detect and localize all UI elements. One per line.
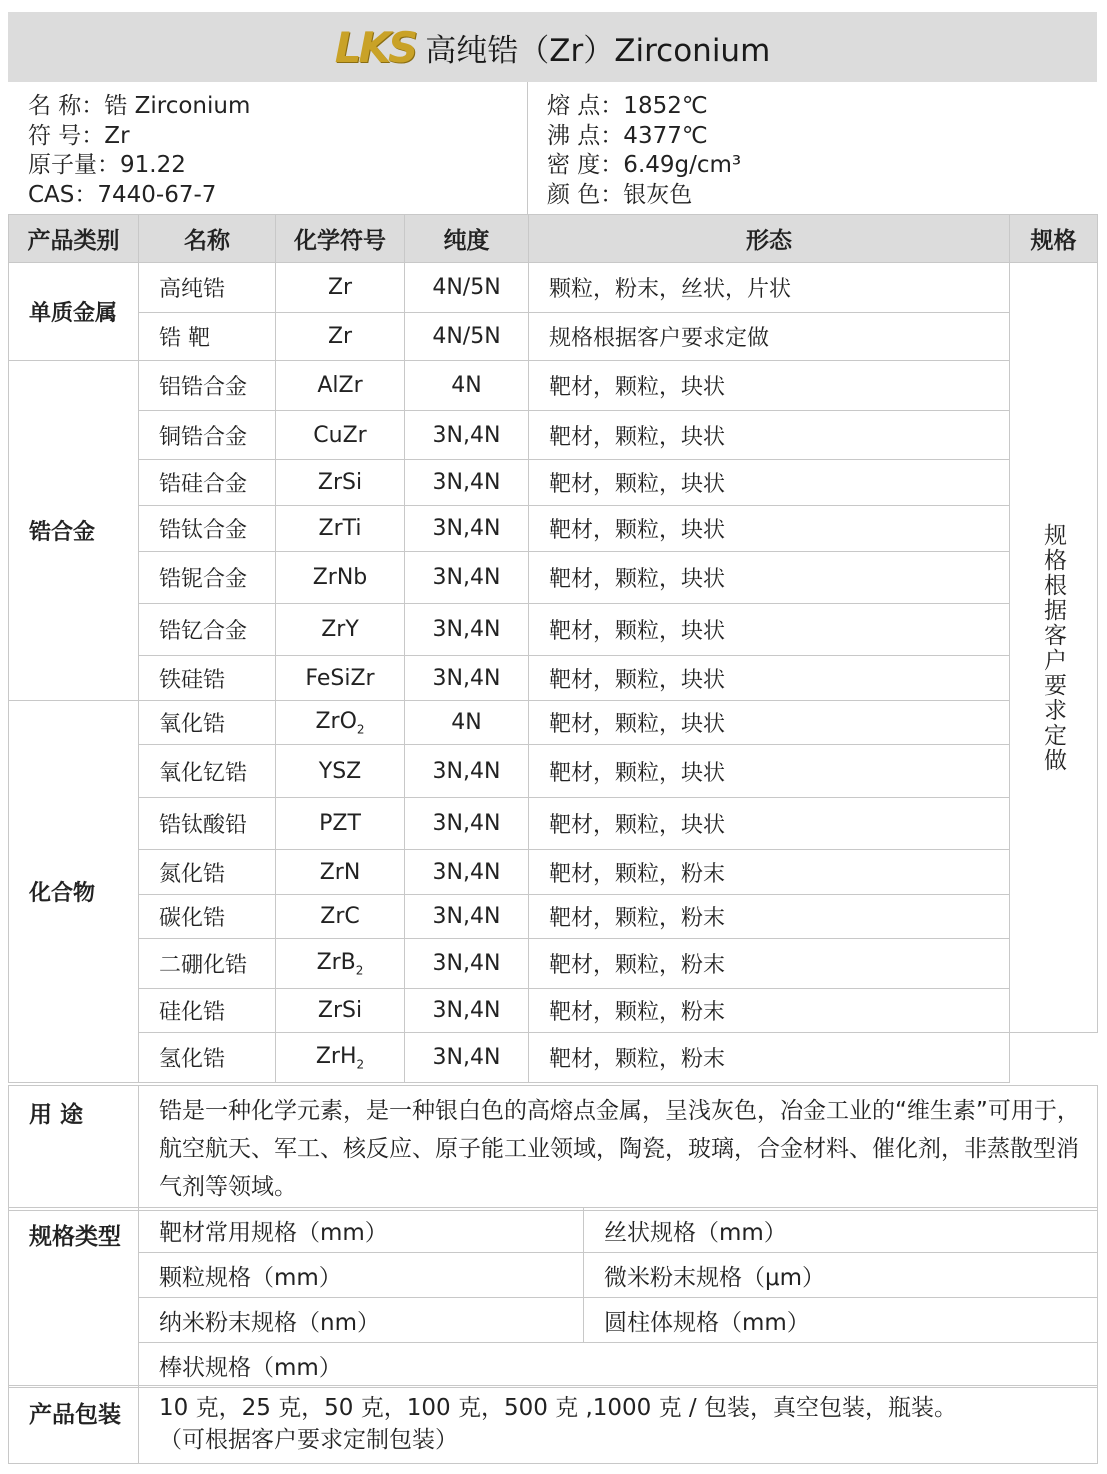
header-spec: 规格 bbox=[1010, 215, 1098, 263]
category-cell: 单质金属 bbox=[9, 263, 139, 361]
table-row bbox=[9, 460, 1098, 506]
product-purity: 3N,4N bbox=[405, 939, 529, 989]
table-row bbox=[9, 604, 1098, 656]
product-symbol: CuZr bbox=[276, 411, 405, 460]
product-form: 靶材，颗粒，块状 bbox=[529, 506, 1010, 552]
product-symbol: ZrY bbox=[276, 604, 405, 656]
product-name: 碳化锆 bbox=[139, 895, 276, 939]
table-row bbox=[9, 798, 1098, 850]
info-symbol: 符 号：Zr bbox=[28, 122, 130, 149]
spec-type-item: 圆柱体规格（mm） bbox=[584, 1298, 1098, 1343]
symbol-text: ZrH bbox=[315, 1043, 357, 1069]
product-symbol bbox=[276, 939, 405, 989]
product-form: 靶材，颗粒，块状 bbox=[529, 745, 1010, 798]
product-purity: 3N,4N bbox=[405, 895, 529, 939]
title-bar bbox=[8, 12, 1097, 82]
product-symbol: ZrSi bbox=[276, 989, 405, 1033]
product-form: 靶材，颗粒，块状 bbox=[529, 656, 1010, 701]
table-row bbox=[9, 745, 1098, 798]
product-name: 锆钛酸铅 bbox=[139, 798, 276, 850]
symbol-text: ZrB bbox=[316, 949, 356, 975]
category-cell: 化合物 bbox=[9, 701, 139, 1083]
product-name: 氧化锆 bbox=[139, 701, 276, 745]
product-form: 靶材，颗粒，块状 bbox=[529, 460, 1010, 506]
table-row bbox=[9, 939, 1098, 989]
info-atomic-weight: 原子量：91.22 bbox=[28, 152, 186, 178]
product-symbol: Zr bbox=[276, 263, 405, 313]
product-symbol: ZrNb bbox=[276, 552, 405, 604]
symbol-subscript: 2 bbox=[356, 722, 365, 737]
page-title: 高纯锆（Zr）Zirconium bbox=[425, 32, 771, 69]
product-purity: 3N,4N bbox=[405, 1033, 529, 1083]
table-row bbox=[9, 263, 1098, 313]
product-symbol: ZrN bbox=[276, 850, 405, 895]
table-row bbox=[9, 895, 1098, 939]
product-name: 氧化钇锆 bbox=[139, 745, 276, 798]
info-density: 密 度：6.49g/cm³ bbox=[547, 152, 742, 178]
product-purity: 3N,4N bbox=[405, 411, 529, 460]
product-symbol: Zr bbox=[276, 313, 405, 361]
product-purity: 3N,4N bbox=[405, 745, 529, 798]
product-name: 铁硅锆 bbox=[139, 656, 276, 701]
spec-type-item: 颗粒规格（mm） bbox=[139, 1253, 584, 1298]
table-row bbox=[9, 411, 1098, 460]
table-header-row bbox=[9, 215, 1098, 263]
product-form: 靶材，颗粒，块状 bbox=[529, 798, 1010, 850]
product-name: 氮化锆 bbox=[139, 850, 276, 895]
product-name: 硅化锆 bbox=[139, 989, 276, 1033]
product-symbol: PZT bbox=[276, 798, 405, 850]
packaging-label: 产品包装 bbox=[9, 1386, 139, 1464]
product-symbol: FeSiZr bbox=[276, 656, 405, 701]
symbol-subscript: 2 bbox=[356, 1057, 365, 1072]
table-row bbox=[9, 552, 1098, 604]
product-form: 靶材，颗粒，粉末 bbox=[529, 850, 1010, 895]
spec-types-section bbox=[8, 1207, 1098, 1388]
product-purity: 3N,4N bbox=[405, 460, 529, 506]
table-row bbox=[9, 1033, 1098, 1083]
product-symbol: ZrSi bbox=[276, 460, 405, 506]
product-purity: 3N,4N bbox=[405, 850, 529, 895]
product-purity: 4N bbox=[405, 701, 529, 745]
product-symbol bbox=[276, 701, 405, 745]
product-name: 锆铌合金 bbox=[139, 552, 276, 604]
product-form: 靶材，颗粒，块状 bbox=[529, 361, 1010, 411]
product-purity: 3N,4N bbox=[405, 552, 529, 604]
packaging-section bbox=[8, 1385, 1098, 1464]
product-symbol: ZrC bbox=[276, 895, 405, 939]
product-name: 氢化锆 bbox=[139, 1033, 276, 1083]
header-form: 形态 bbox=[529, 215, 1010, 263]
info-name: 名 称：锆 Zirconium bbox=[28, 93, 251, 119]
product-symbol: AlZr bbox=[276, 361, 405, 411]
product-table bbox=[8, 214, 1098, 1083]
product-name: 铜锆合金 bbox=[139, 411, 276, 460]
packaging-line-1: 10 克，25 克，50 克，100 克，500 克 ,1000 克 / 包装，真空包装，瓶装。 bbox=[159, 1395, 957, 1421]
product-form: 规格根据客户要求定做 bbox=[529, 313, 1010, 361]
info-cas: CAS：7440-67-7 bbox=[28, 181, 217, 208]
table-row bbox=[9, 850, 1098, 895]
product-name: 锆钇合金 bbox=[139, 604, 276, 656]
spec-type-item: 丝状规格（mm） bbox=[584, 1208, 1098, 1253]
table-row bbox=[9, 701, 1098, 745]
packaging-line-2: （可根据客户要求定制包装） bbox=[159, 1427, 458, 1453]
brand-logo: LKS bbox=[334, 22, 416, 72]
spec-type-item: 棒状规格（mm） bbox=[139, 1343, 1098, 1388]
table-row bbox=[9, 361, 1098, 411]
product-symbol: ZrTi bbox=[276, 506, 405, 552]
product-symbol bbox=[276, 1033, 405, 1083]
symbol-text: ZrO bbox=[315, 708, 357, 734]
product-purity: 3N,4N bbox=[405, 656, 529, 701]
spec-type-item: 微米粉末规格（μm） bbox=[584, 1253, 1098, 1298]
info-color: 颜 色：银灰色 bbox=[547, 181, 693, 208]
header-symbol: 化学符号 bbox=[276, 215, 405, 263]
product-purity: 4N/5N bbox=[405, 313, 529, 361]
product-form: 靶材，颗粒，粉末 bbox=[529, 989, 1010, 1033]
info-melting-point: 熔 点：1852℃ bbox=[547, 93, 708, 119]
spec-types-label: 规格类型 bbox=[9, 1208, 139, 1388]
product-name: 二硼化锆 bbox=[139, 939, 276, 989]
table-row bbox=[9, 313, 1098, 361]
product-name: 高纯锆 bbox=[139, 263, 276, 313]
category-cell: 锆合金 bbox=[9, 361, 139, 701]
product-form: 靶材，颗粒，粉末 bbox=[529, 939, 1010, 989]
symbol-subscript: 2 bbox=[355, 963, 364, 978]
info-divider bbox=[527, 82, 528, 214]
product-form: 靶材，颗粒，粉末 bbox=[529, 1033, 1010, 1083]
product-purity: 3N,4N bbox=[405, 989, 529, 1033]
info-boiling-point: 沸 点：4377℃ bbox=[547, 122, 708, 149]
product-name: 锆硅合金 bbox=[139, 460, 276, 506]
table-row bbox=[9, 656, 1098, 701]
spec-note-cell bbox=[1010, 263, 1098, 1033]
product-purity: 4N bbox=[405, 361, 529, 411]
product-purity: 3N,4N bbox=[405, 798, 529, 850]
spec-type-item: 靶材常用规格（mm） bbox=[139, 1208, 584, 1253]
product-form: 靶材，颗粒，块状 bbox=[529, 701, 1010, 745]
header-purity: 纯度 bbox=[405, 215, 529, 263]
product-name: 锆钛合金 bbox=[139, 506, 276, 552]
product-name: 锆 靶 bbox=[139, 313, 276, 361]
header-category: 产品类别 bbox=[9, 215, 139, 263]
product-name: 铝锆合金 bbox=[139, 361, 276, 411]
usage-section bbox=[8, 1085, 1098, 1211]
product-form: 靶材，颗粒，块状 bbox=[529, 604, 1010, 656]
table-row bbox=[9, 506, 1098, 552]
usage-text: 锆是一种化学元素，是一种银白色的高熔点金属，呈浅灰色，冶金工业的“维生素”可用于，航空航天、军工、核反应、原子能工业领域，陶瓷，玻璃，合金材料、催化剂，非蒸散型消气剂等领域。 bbox=[139, 1086, 1098, 1211]
spec-type-item: 纳米粉末规格（nm） bbox=[139, 1298, 584, 1343]
product-purity: 3N,4N bbox=[405, 506, 529, 552]
product-form: 颗粒，粉末，丝状，片状 bbox=[529, 263, 1010, 313]
product-form: 靶材，颗粒，粉末 bbox=[529, 895, 1010, 939]
basic-info-right bbox=[527, 82, 1097, 214]
usage-label: 用 途 bbox=[9, 1086, 139, 1211]
product-purity: 4N/5N bbox=[405, 263, 529, 313]
spec-note: 规格根据客户要求定做 bbox=[1040, 522, 1066, 773]
header-name: 名称 bbox=[139, 215, 276, 263]
product-form: 靶材，颗粒，块状 bbox=[529, 411, 1010, 460]
product-form: 靶材，颗粒，块状 bbox=[529, 552, 1010, 604]
table-row bbox=[9, 989, 1098, 1033]
basic-info-left bbox=[8, 82, 526, 214]
product-symbol: YSZ bbox=[276, 745, 405, 798]
packaging-content bbox=[139, 1386, 1098, 1464]
product-purity: 3N,4N bbox=[405, 604, 529, 656]
